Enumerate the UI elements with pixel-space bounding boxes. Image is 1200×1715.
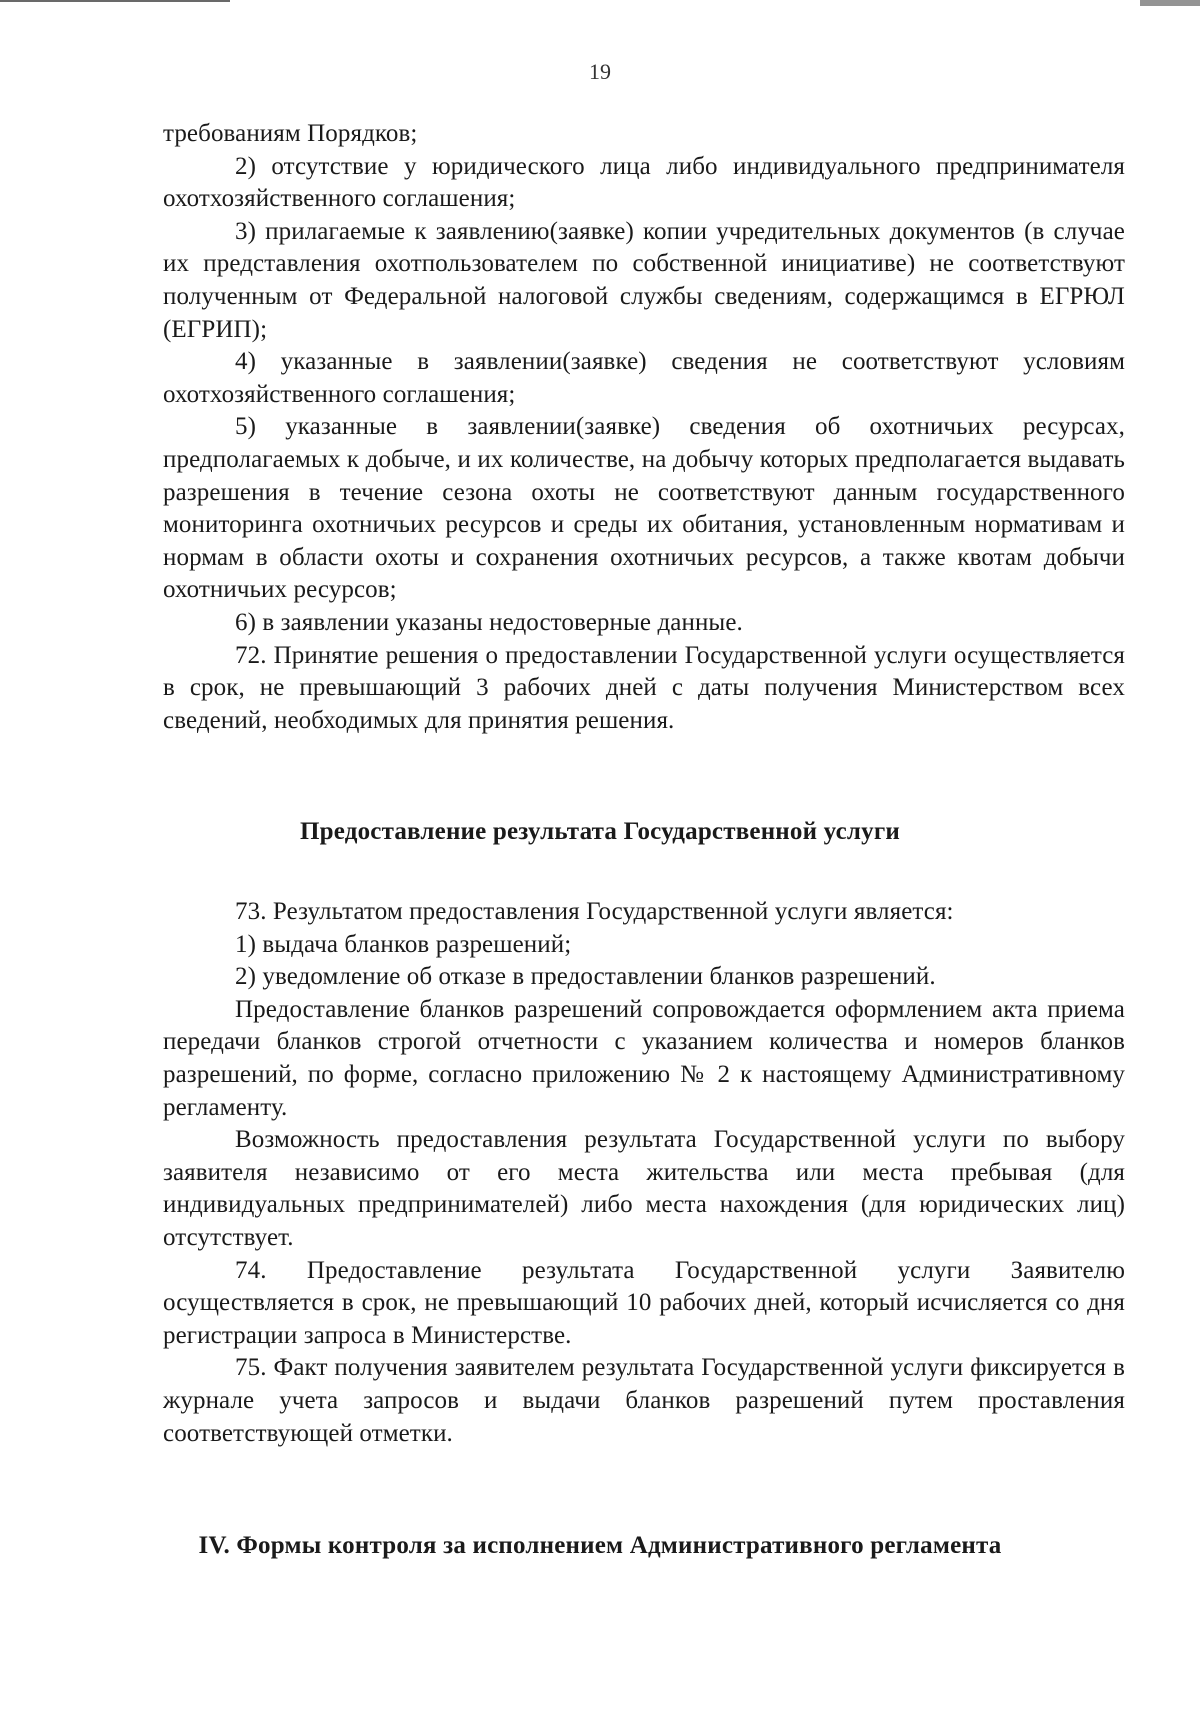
paragraph: требованиям Порядков;: [163, 120, 418, 147]
text-block: [163, 896, 1125, 1450]
paragraph: 73. Результатом предоставления Государственной услуги является:: [235, 898, 954, 925]
paragraph: 2) уведомление об отказе в предоставлении бланков разрешений.: [235, 963, 936, 991]
scan-artifact: [0, 0, 230, 2]
paragraph: 2) отсутствие у юридического лица либо индивидуального предпринимателя охотхозяйственного соглашения;: [163, 152, 1125, 213]
paragraph: 6) в заявлении указаны недостоверные данные.: [235, 608, 743, 636]
paragraph: 3) прилагаемые к заявлению(заявке) копии учредительных документов (в случае их представления охотпользователем по собственной инициативе) не соответствуют полученным от Федеральной налоговой службы сведениям, содержащимся в ЕГРЮЛ (ЕГРИП);: [163, 217, 1125, 343]
paragraph: 4) указанные в заявлении(заявке) сведения не соответствуют условиям охотхозяйственного соглашения;: [163, 348, 1125, 408]
paragraph: 72. Принятие решения о предоставлении Государственной услуги осуществляется в срок, не превышающий 3 рабочих дней с даты получения Министерством всех сведений, необходимых для принятия решения.: [163, 641, 1125, 734]
section-heading: Предоставление результата Государственной услуги: [300, 818, 900, 845]
paragraph: 75. Факт получения заявителем результата Государственной услуги фиксируется в журнале учета запросов и выдачи бланков разрешений путем проставления соответствующей отметки.: [163, 1354, 1125, 1447]
paragraph: 74. Предоставление результата Государственной услуги Заявителю осуществляется в срок, не превышающий 10 рабочих дней, который исчисляется со дня регистрации запроса в Министерстве.: [163, 1256, 1125, 1349]
chapter-heading: IV. Формы контроля за исполнением Административного регламента: [198, 1532, 1002, 1559]
scan-artifact: [1140, 0, 1200, 6]
paragraph: Возможность предоставления результата Государственной услуги по выбору заявителя независимо от его места жительства или места пребывая (для индивидуальных предпринимателей) либо места нахождения (для юридических лиц) отсутствует.: [163, 1126, 1125, 1251]
paragraph: 5) указанные в заявлении(заявке) сведения об охотничьих ресурсах, предполагаемых к добыче, и их количестве, на добычу которых предполагается выдавать разрешения в течение сезона охоты не соответствуют данным государственного мониторинга охотничьих ресурсов и среды их обитания, установленным нормативам и нормам в области охоты и сохранения охотничьих ресурсов, а также квотам добычи охотничьих ресурсов;: [163, 413, 1125, 604]
paragraph: Предоставление бланков разрешений сопровождается оформлением акта приема передачи бланков строгой отчетности с указанием количества и номеров бланков разрешений, по форме, согласно приложению № 2 к настоящему Административному регламенту.: [163, 995, 1125, 1121]
text-block: [163, 118, 1125, 737]
paragraph: 1) выдача бланков разрешений;: [235, 930, 572, 958]
page-number: 19: [589, 59, 611, 84]
